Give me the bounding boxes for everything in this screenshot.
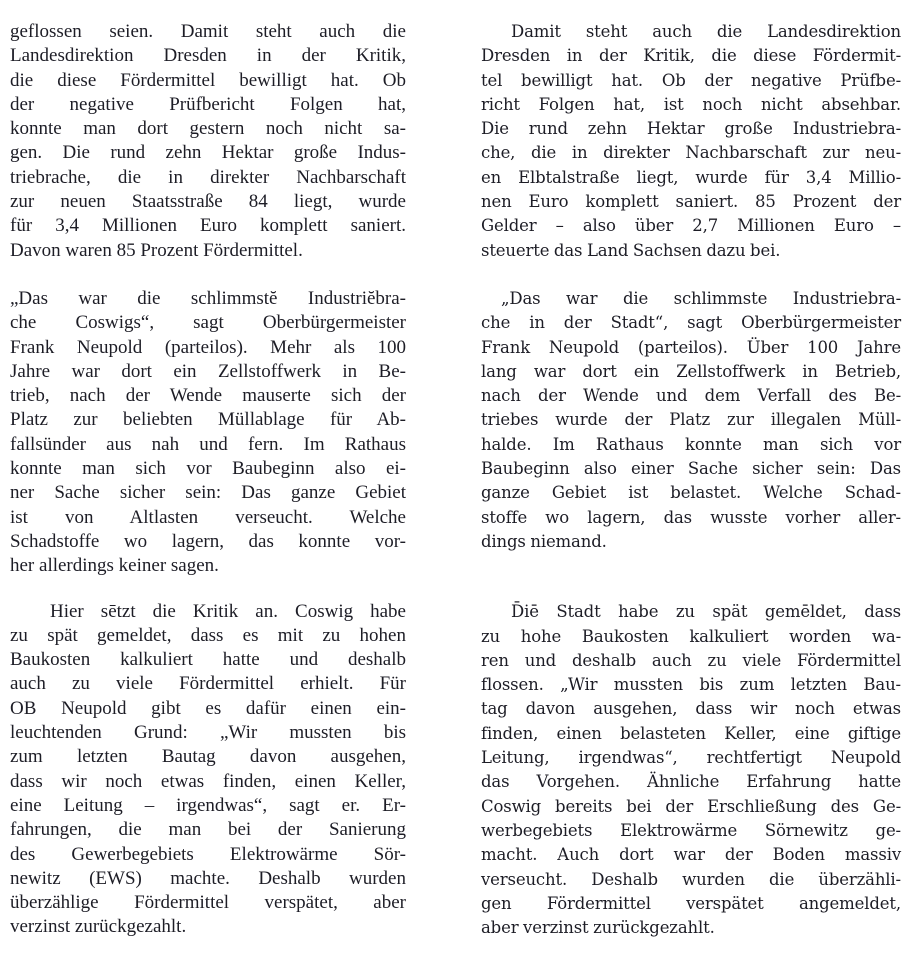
text-line: ner Sache sicher sein: Das ganze Gebiet — [10, 482, 406, 504]
text-line: newitz (EWS) machte. Deshalb wurden — [10, 867, 406, 889]
text-line: nen Euro komplett saniert. 85 Prozent der — [481, 192, 901, 212]
text-line: überzählige Fördermittel verspätet, aber — [10, 892, 406, 914]
text-line: leuchtenden Grund: „Wir mussten bis — [10, 722, 406, 744]
text-line: der negative Prüfbericht Folgen hat, — [10, 93, 406, 115]
text-line: dings niemand. — [481, 531, 607, 551]
right-paragraph-2 — [481, 287, 901, 554]
text-line: che Coswigs“, sagt Oberbürgermeister — [10, 312, 406, 334]
right-text-column — [481, 20, 901, 940]
text-line: richt Folgen hat, ist noch nicht absehbar. — [481, 94, 901, 114]
text-line: gen. Die rund zehn Hektar große Indus- — [10, 142, 406, 164]
text-line: flossen. „Wir mussten bis zum letzten Bau- — [481, 675, 901, 695]
text-line: che, die in direkter Nachbarschaft zur neu- — [481, 143, 901, 163]
text-line: Landesdirektion Dresden in der Kritik, — [10, 45, 406, 67]
text-line: fahrungen, die man bei der Sanierung — [10, 819, 406, 841]
text-line: Frank Neupold (parteilos). Über 100 Jahre — [481, 337, 901, 357]
text-line: „Das war die schlimmste Industriebra- — [501, 288, 901, 308]
text-line: Dresden in der Kritik, die diese Fördermit- — [481, 46, 901, 66]
text-line: Leitung, irgendwas“, rechtfertigt Neupold — [481, 748, 901, 768]
text-line: triebes wurde der Platz zur illegalen Müll- — [481, 410, 901, 430]
text-line: gen Fördermittel verspätet angemeldet, — [481, 893, 901, 913]
text-line: steuerte das Land Sachsen dazu bei. — [481, 240, 781, 260]
text-line: en Elbtalstraße liegt, wurde für 3,4 Millio- — [481, 167, 901, 187]
text-line: Davon waren 85 Prozent Fördermittel. — [10, 239, 303, 261]
text-line: ist von Altlasten verseucht. Welche — [10, 506, 406, 528]
text-line: aber verzinst zurückgezahlt. — [481, 918, 715, 938]
text-line: Schadstoffe wo lagern, das konnte vor- — [10, 530, 406, 552]
text-line: eine Leitung – irgendwas“, sagt er. Er- — [10, 794, 406, 816]
text-line: ren und deshalb auch zu viele Fördermittel — [481, 650, 901, 670]
text-line: macht. Auch dort war der Boden massiv — [481, 845, 901, 865]
text-line: trieb, nach der Wende mauserte sich der — [10, 385, 406, 407]
right-paragraph-1 — [481, 20, 901, 263]
text-line: Frank Neupold (parteilos). Mehr als 100 — [10, 336, 406, 358]
text-line: werbegebiets Elektrowärme Sörnewitz ge- — [481, 820, 901, 840]
text-line: konnte man dort gestern noch nicht sa- — [10, 118, 406, 140]
text-line: che in der Stadt“, sagt Oberbürgermeister — [481, 313, 901, 333]
text-line: für 3,4 Millionen Euro komplett saniert. — [10, 215, 406, 237]
left-paragraph-3 — [10, 600, 406, 940]
text-line: „Das war die schlimmstĕ Industriĕbra- — [10, 287, 406, 309]
text-line: Die rund zehn Hektar große Industriebra- — [481, 119, 901, 139]
text-line: das Vorgehen. Ähnliche Erfahrung hatte — [481, 772, 901, 792]
text-line: stoffe wo lagern, das wusste vorher aller- — [481, 507, 901, 527]
text-line: OB Neupold gibt es dafür einen ein- — [10, 697, 406, 719]
text-line: Baubeginn also einer Sache sicher sein: Das — [481, 459, 901, 479]
text-line: Jahre war dort ein Zellstoffwerk in Be- — [10, 360, 406, 382]
text-line: die diese Fördermittel bewilligt hat. Ob — [10, 69, 406, 91]
text-line: Damit steht auch die Landesdirektion — [511, 22, 901, 41]
text-line: des Gewerbegebiets Elektrowärme Sör- — [10, 843, 406, 865]
text-line: auch zu viele Fördermittel erhielt. Für — [10, 673, 406, 695]
text-line: Hier sētzt die Kritik an. Coswig habe — [50, 600, 406, 622]
text-line: finden, einen belasteten Keller, eine giftige — [481, 723, 901, 743]
text-line: halde. Im Rathaus konnte man sich vor — [481, 434, 901, 454]
text-line: Coswig bereits bei der Erschließung des Ge- — [481, 796, 901, 816]
text-line: fallsünder aus nah und fern. Im Rathaus — [10, 433, 406, 455]
text-line: geflossen seien. Damit steht auch die — [10, 21, 406, 42]
text-line: tag davon ausgehen, dass wir noch etwas — [481, 699, 901, 719]
text-line: zum letzten Bautag davon ausgehen, — [10, 746, 406, 768]
text-line: dass wir noch etwas finden, einen Keller, — [10, 770, 406, 792]
text-line: D̄iē Stadt habe zu spät gemēldet, dass — [511, 602, 901, 622]
text-line: lang war dort ein Zellstoffwerk in Betrieb, — [481, 361, 901, 381]
text-line: her allerdings keiner sagen. — [10, 555, 219, 577]
text-line: Baukosten kalkuliert hatte und deshalb — [10, 649, 406, 671]
text-line: triebrache, die in direkter Nachbarschaft — [10, 166, 406, 188]
text-line: verzinst zurückgezahlt. — [10, 916, 187, 938]
text-line: Platz zur beliebten Müllablage für Ab- — [10, 409, 406, 431]
text-line: tel bewilligt hat. Ob der negative Prüfbe- — [481, 70, 901, 90]
left-paragraph-1 — [10, 20, 406, 263]
right-paragraph-3 — [481, 600, 901, 940]
text-line: ganze Gebiet ist belastet. Welche Schad- — [481, 483, 901, 503]
left-text-column — [10, 20, 406, 940]
text-line: konnte man sich vor Baubeginn also ei- — [10, 458, 406, 480]
text-line: zu spät gemeldet, dass es mit zu hohen — [10, 624, 406, 646]
text-line: nach der Wende und dem Verfall des Be- — [481, 386, 901, 406]
text-line: zu hohe Baukosten kalkuliert worden wa- — [481, 626, 901, 646]
text-line: verseucht. Deshalb wurden die überzähli- — [481, 869, 901, 889]
left-paragraph-2 — [10, 287, 406, 579]
text-line: zur neuen Staatsstraße 84 liegt, wurde — [10, 191, 406, 213]
text-line: Gelder – also über 2,7 Millionen Euro – — [481, 216, 901, 236]
